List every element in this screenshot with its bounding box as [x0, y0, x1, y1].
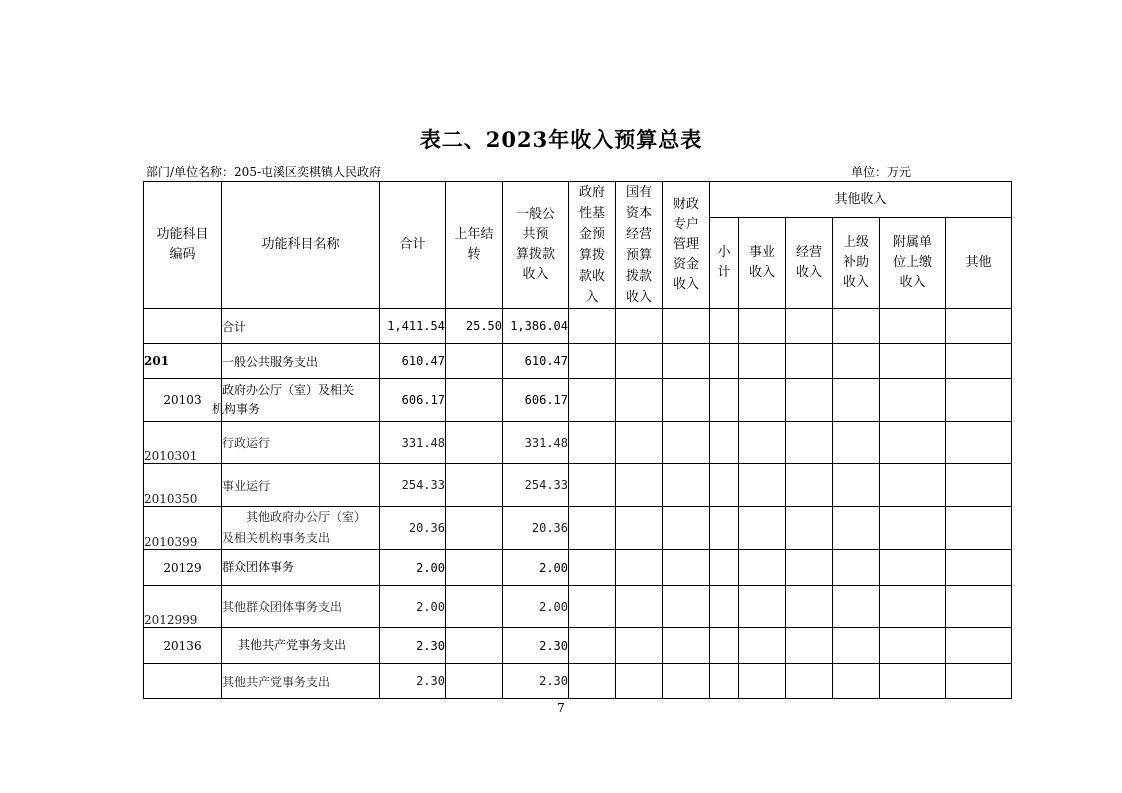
table-row: [144, 664, 1012, 699]
row-code: 20136: [144, 628, 222, 664]
row-general: 2.30: [503, 628, 569, 664]
budget-table: [143, 181, 1012, 699]
row-name: 一般公共服务支出: [222, 344, 380, 379]
unit-label: 单位：万元: [851, 165, 912, 179]
header-affiliated: 附属单 位上缴 收入: [880, 218, 946, 309]
row-general: 610.47: [503, 344, 569, 379]
department-label: 部门/单位名称：205-屯溪区奕棋镇人民政府: [146, 165, 382, 179]
header-business: 事业 收入: [739, 218, 786, 309]
row-total: 331.48: [380, 422, 446, 464]
header-subtotal: 小 计: [710, 218, 739, 309]
header-superior-subsidy: 上级 补助 收入: [833, 218, 880, 309]
row-name: 其他群众团体事务支出: [222, 586, 380, 628]
row-carryover: [446, 628, 503, 664]
table-row: [144, 464, 1012, 507]
row-name: 合计: [222, 309, 380, 344]
row-code: [144, 309, 222, 344]
table-row: [144, 379, 1012, 422]
row-name: 其他政府办公厅（室） 及相关机构事务支出: [222, 507, 380, 550]
row-carryover: 25.50: [446, 309, 503, 344]
table-row: [144, 309, 1012, 344]
row-code: 20129: [144, 550, 222, 586]
page-number: 7: [557, 701, 565, 715]
row-code: 2010301: [144, 422, 222, 464]
header-state-capital: 国有 资本 经营 预算 拨款 收入: [616, 182, 663, 309]
row-general: 2.00: [503, 586, 569, 628]
row-general: 1,386.04: [503, 309, 569, 344]
row-carryover: [446, 586, 503, 628]
row-name: 其他共产党事务支出: [222, 664, 380, 699]
header-other: 其他: [946, 218, 1012, 309]
row-total: 1,411.54: [380, 309, 446, 344]
row-code: [144, 664, 222, 699]
row-name: 政府办公厅（室）及相关 机构事务: [222, 379, 380, 422]
row-carryover: [446, 507, 503, 550]
header-operating: 经营 收入: [786, 218, 833, 309]
header-special-account: 财政 专户 管理 资金 收入: [663, 182, 710, 309]
row-code: 2012999: [144, 586, 222, 628]
row-carryover: [446, 550, 503, 586]
row-total: 20.36: [380, 507, 446, 550]
row-general: 254.33: [503, 464, 569, 507]
row-general: 20.36: [503, 507, 569, 550]
header-row-1: [144, 182, 1012, 218]
row-name: 群众团体事务: [222, 550, 380, 586]
row-total: 254.33: [380, 464, 446, 507]
row-name: 行政运行: [222, 422, 380, 464]
row-general: 606.17: [503, 379, 569, 422]
row-total: 610.47: [380, 344, 446, 379]
header-code: 功能科目 编码: [144, 182, 222, 309]
header-carryover: 上年结 转: [446, 182, 503, 309]
header-name: 功能科目名称: [222, 182, 380, 309]
row-carryover: [446, 379, 503, 422]
row-code: 20103: [144, 379, 222, 422]
row-name: 事业运行: [222, 464, 380, 507]
row-carryover: [446, 344, 503, 379]
table-row: [144, 586, 1012, 628]
row-total: 2.30: [380, 628, 446, 664]
row-code: 2010399: [144, 507, 222, 550]
header-gov-fund: 政府 性基 金预 算拨 款收 入: [569, 182, 616, 309]
header-general-budget: 一般公 共预 算拨款 收入: [503, 182, 569, 309]
row-total: 606.17: [380, 379, 446, 422]
table-row: [144, 550, 1012, 586]
row-general: 2.30: [503, 664, 569, 699]
row-total: 2.30: [380, 664, 446, 699]
row-carryover: [446, 664, 503, 699]
page-title: 表二、2023年收入预算总表: [419, 127, 703, 152]
row-total: 2.00: [380, 586, 446, 628]
header-other-income: 其他收入: [710, 182, 1012, 218]
row-carryover: [446, 464, 503, 507]
row-name: 其他共产党事务支出: [222, 628, 380, 664]
row-general: 2.00: [503, 550, 569, 586]
row-total: 2.00: [380, 550, 446, 586]
row-carryover: [446, 422, 503, 464]
row-code: 2010350: [144, 464, 222, 507]
row-code: 201: [144, 344, 222, 379]
table-row: [144, 422, 1012, 464]
header-total: 合计: [380, 182, 446, 309]
row-general: 331.48: [503, 422, 569, 464]
table-row: [144, 507, 1012, 550]
table-row: [144, 344, 1012, 379]
table-row: [144, 628, 1012, 664]
